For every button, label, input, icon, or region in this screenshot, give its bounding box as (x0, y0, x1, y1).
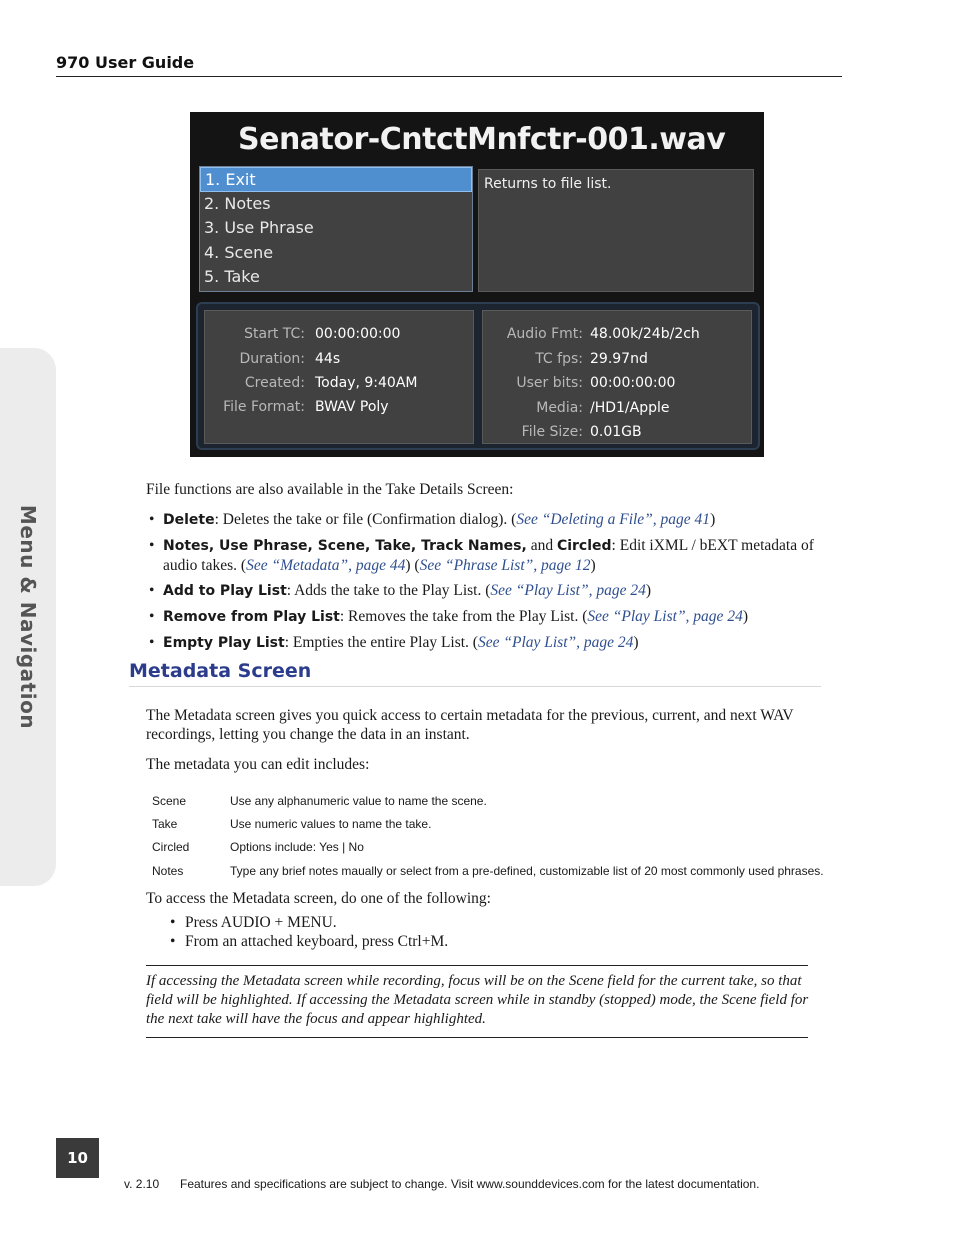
list-item (146, 633, 846, 653)
bullet-mid: ) ( (405, 557, 420, 574)
note-rule-top (146, 965, 808, 966)
section-heading: Metadata Screen (129, 660, 312, 682)
footer-disclaimer: Features and specifications are subject to change. Visit www.sounddevices.com for the latest documentation. (180, 1177, 760, 1191)
table-row (152, 789, 824, 812)
info-value: 00:00:00:00 (590, 375, 676, 391)
table-row (152, 859, 824, 882)
menu-description: Returns to file list. (484, 176, 612, 192)
list-item (146, 581, 846, 601)
bullet-text: : Adds the take to the Play List. ( (286, 582, 491, 599)
section-side-tab (0, 348, 56, 886)
file-info-right (482, 310, 752, 444)
intro-paragraph: File functions are also available in the Take Details Screen: (146, 481, 514, 498)
menu-item-take[interactable]: 5. Take (204, 267, 260, 286)
cross-reference-link[interactable]: See “Metadata”, page 44 (246, 557, 406, 574)
screen-filename: Senator-CntctMnfctr-001.wav (238, 122, 726, 157)
info-label: User bits: (516, 375, 583, 391)
info-label: Start TC: (244, 326, 305, 342)
note-rule-bottom (146, 1037, 808, 1038)
bullet-text: : Empties the entire Play List. ( (284, 634, 478, 651)
menu-description-panel (478, 169, 754, 292)
field-name: Scene (152, 793, 187, 808)
file-info-frame (196, 302, 760, 450)
bullet-text: : Removes the take from the Play List. ( (339, 608, 588, 625)
bullet-close: ) (742, 608, 748, 625)
field-description: Use any alphanumeric value to name the scene. (230, 793, 487, 808)
access-steps-list (170, 913, 448, 951)
info-label: File Format: (223, 399, 305, 415)
bullet-term: Circled (556, 538, 612, 554)
info-label: Created: (244, 375, 305, 391)
info-value: Today, 9:40AM (315, 375, 418, 391)
info-value: 48.00k/24b/2ch (590, 326, 700, 342)
bullet-close: ) (590, 557, 596, 574)
bullet-close: ) (633, 634, 639, 651)
info-value: 00:00:00:00 (315, 326, 401, 342)
page-number: 10 (56, 1138, 99, 1178)
footer-version: v. 2.10 (124, 1177, 160, 1191)
bullet-term: Empty Play List (163, 635, 285, 651)
menu-item-scene[interactable]: 4. Scene (204, 242, 274, 262)
info-label: Audio Fmt: (506, 326, 583, 342)
info-value: 0.01GB (590, 424, 642, 440)
field-name: Take (152, 816, 178, 831)
take-details-screen (190, 112, 764, 457)
list-item (146, 607, 846, 627)
menu-item-notes[interactable]: 2. Notes (204, 193, 271, 213)
info-label: Duration: (239, 351, 305, 367)
document-title: 970 User Guide (56, 53, 195, 72)
side-tab-label: Menu & Navigation (16, 504, 40, 730)
list-item: • From an attached keyboard, press Ctrl+M. (170, 932, 448, 951)
cross-reference-link[interactable]: See “Play List”, page 24 (587, 608, 743, 625)
metadata-intro-paragraph: The Metadata screen gives you quick access to certain metadata for the previous, current, and next WAV recordings, letting you change the data in an instant. (146, 707, 794, 743)
file-functions-list (146, 510, 846, 659)
bullet-close: ) (710, 511, 716, 528)
info-value: 29.97nd (590, 351, 648, 367)
menu-item-exit[interactable]: 1. Exit (200, 167, 472, 192)
metadata-edit-paragraph: The metadata you can edit includes: (146, 756, 370, 773)
metadata-fields-table (152, 789, 824, 882)
field-name: Circled (152, 840, 190, 855)
info-label: Media: (536, 400, 583, 416)
list-item: • Press AUDIO + MENU. (170, 913, 448, 932)
field-name: Notes (152, 863, 184, 878)
list-item (146, 510, 846, 530)
table-row (152, 836, 824, 859)
bullet-and: and (526, 537, 557, 554)
field-description: Options include: Yes | No (230, 840, 364, 855)
bullet-text: : Deletes the take or file (Confirmation dialog). ( (214, 511, 517, 528)
info-value: 44s (315, 351, 341, 367)
list-item (146, 536, 846, 575)
table-row (152, 812, 824, 835)
bullet-term: Notes, Use Phrase, Scene, Take, Track Names, (163, 538, 527, 554)
info-label: File Size: (521, 424, 583, 440)
header-rule (56, 76, 842, 77)
info-value: /HD1/Apple (590, 400, 670, 416)
cross-reference-link[interactable]: See “Phrase List”, page 12 (419, 557, 591, 574)
info-label: TC fps: (535, 351, 583, 367)
bullet-term: Add to Play List (163, 583, 287, 599)
cross-reference-link[interactable]: See “Play List”, page 24 (477, 634, 634, 651)
cross-reference-link[interactable]: See “Deleting a File”, page 41 (516, 511, 711, 528)
focus-note: If accessing the Metadata screen while recording, focus will be on the Scene field for the current take, so that field will be highlighted. If accessing the Metadata screen while in standby (stopped) mode, the Scene field for the next take will have the focus and appear highlighted. (146, 973, 809, 1027)
field-description: Type any brief notes maually or select from a pre-defined, customizable list of 20 most commonly used phrases. (230, 863, 824, 878)
bullet-close: ) (645, 582, 652, 599)
menu-item-use-phrase[interactable]: 3. Use Phrase (204, 218, 314, 237)
field-description: Use numeric values to name the take. (230, 816, 432, 831)
bullet-text: : Edit iXML / bEXT metadata of audio takes. ( (163, 537, 814, 574)
bullet-term: Remove from Play List (163, 609, 340, 625)
cross-reference-link[interactable]: See “Play List”, page 24 (490, 582, 646, 599)
file-menu-list (199, 166, 473, 292)
info-value: BWAV Poly (315, 399, 389, 415)
access-intro-paragraph: To access the Metadata screen, do one of the following: (146, 890, 491, 907)
section-rule (129, 686, 821, 687)
bullet-term: Delete (163, 512, 215, 528)
